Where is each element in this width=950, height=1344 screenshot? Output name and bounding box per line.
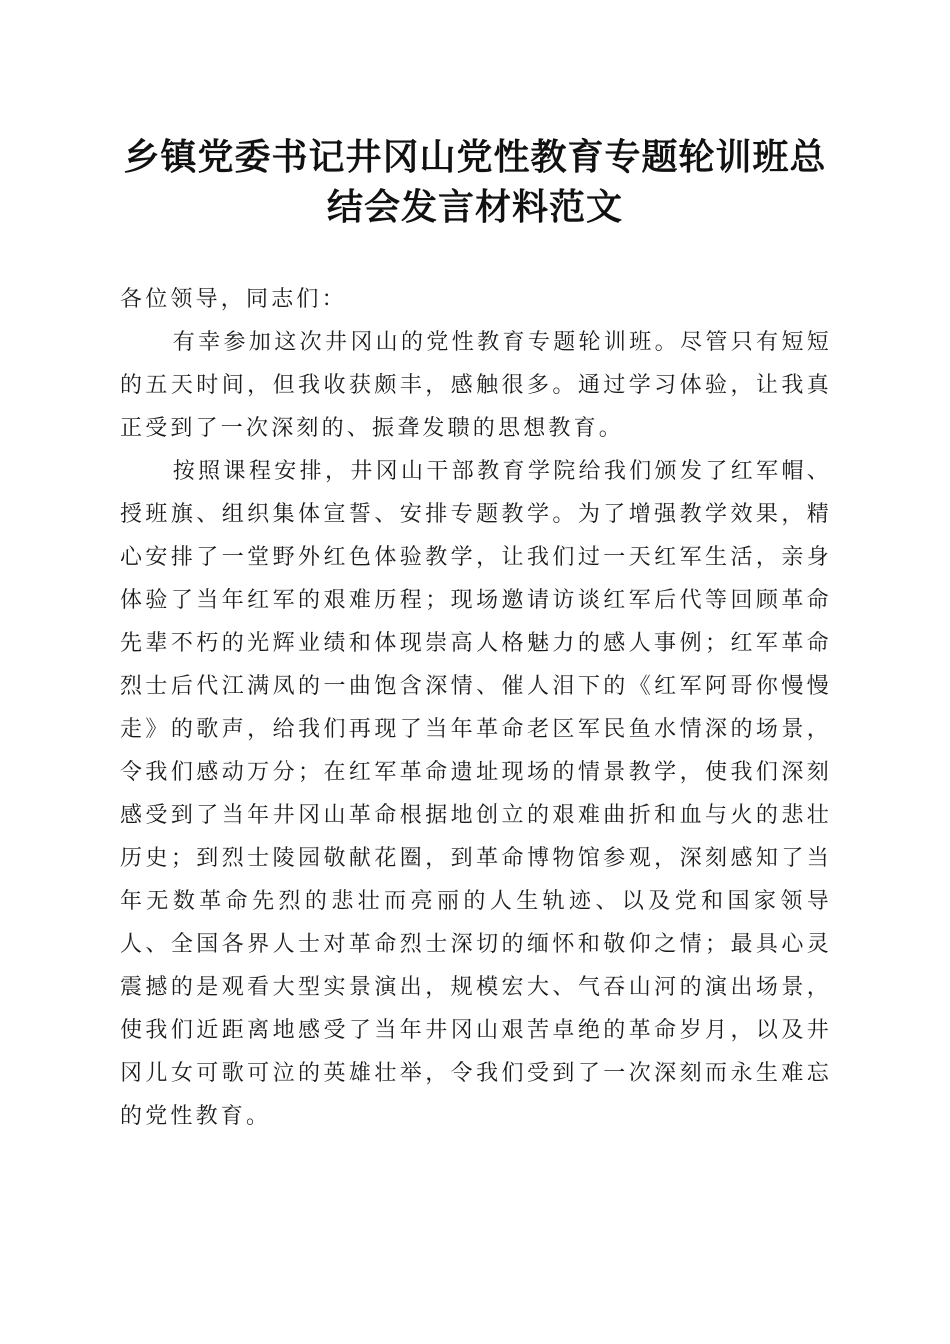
salutation: 各位领导，同志们：	[120, 287, 347, 312]
paragraph-2: 按照课程安排，井冈山干部教育学院给我们颁发了红军帽、授班旗、组织集体宣誓、安排专题教学。为了增强教学效果，精心安排了一堂野外红色体验教学，让我们过一天红军生活，亲身体验了当年红军的艰难历程；现场邀请访谈红军后代等回顾革命先辈不朽的光辉业绩和体现崇高人格魅力的感人事例；红军革命烈士后代江满凤的一曲饱含深情、催人泪下的《红军阿哥你慢慢走》的歌声，给我们再现了当年革命老区军民鱼水情深的场景，令我们感动万分；在红军革命遗址现场的情景教学，使我们深刻感受到了当年井冈山革命根据地创立的艰难曲折和血与火的悲壮历史；到烈士陵园敬献花圈，到革命博物馆参观，深刻感知了当年无数革命先烈的悲壮而亮丽的人生轨迹、以及党和国家领导人、全国各界人士对革命烈士深切的缅怀和敬仰之情；最具心灵震撼的是观看大型实景演出，规模宏大、气吞山河的演出场景，使我们近距离地感受了当年井冈山艰苦卓绝的革命岁月，以及井冈儿女可歌可泣的英雄壮举，令我们受到了一次深刻而永生难忘的党性教育。	[120, 459, 832, 1129]
document-body	[120, 278, 832, 1138]
document-title: 乡镇党委书记井冈山党性教育专题轮训班总结会发言材料范文	[123, 136, 827, 228]
paragraph-1: 有幸参加这次井冈山的党性教育专题轮训班。尽管只有短短的五天时间，但我收获颇丰，感触很多。通过学习体验，让我真正受到了一次深刻的、振聋发聩的思想教育。	[120, 330, 832, 441]
